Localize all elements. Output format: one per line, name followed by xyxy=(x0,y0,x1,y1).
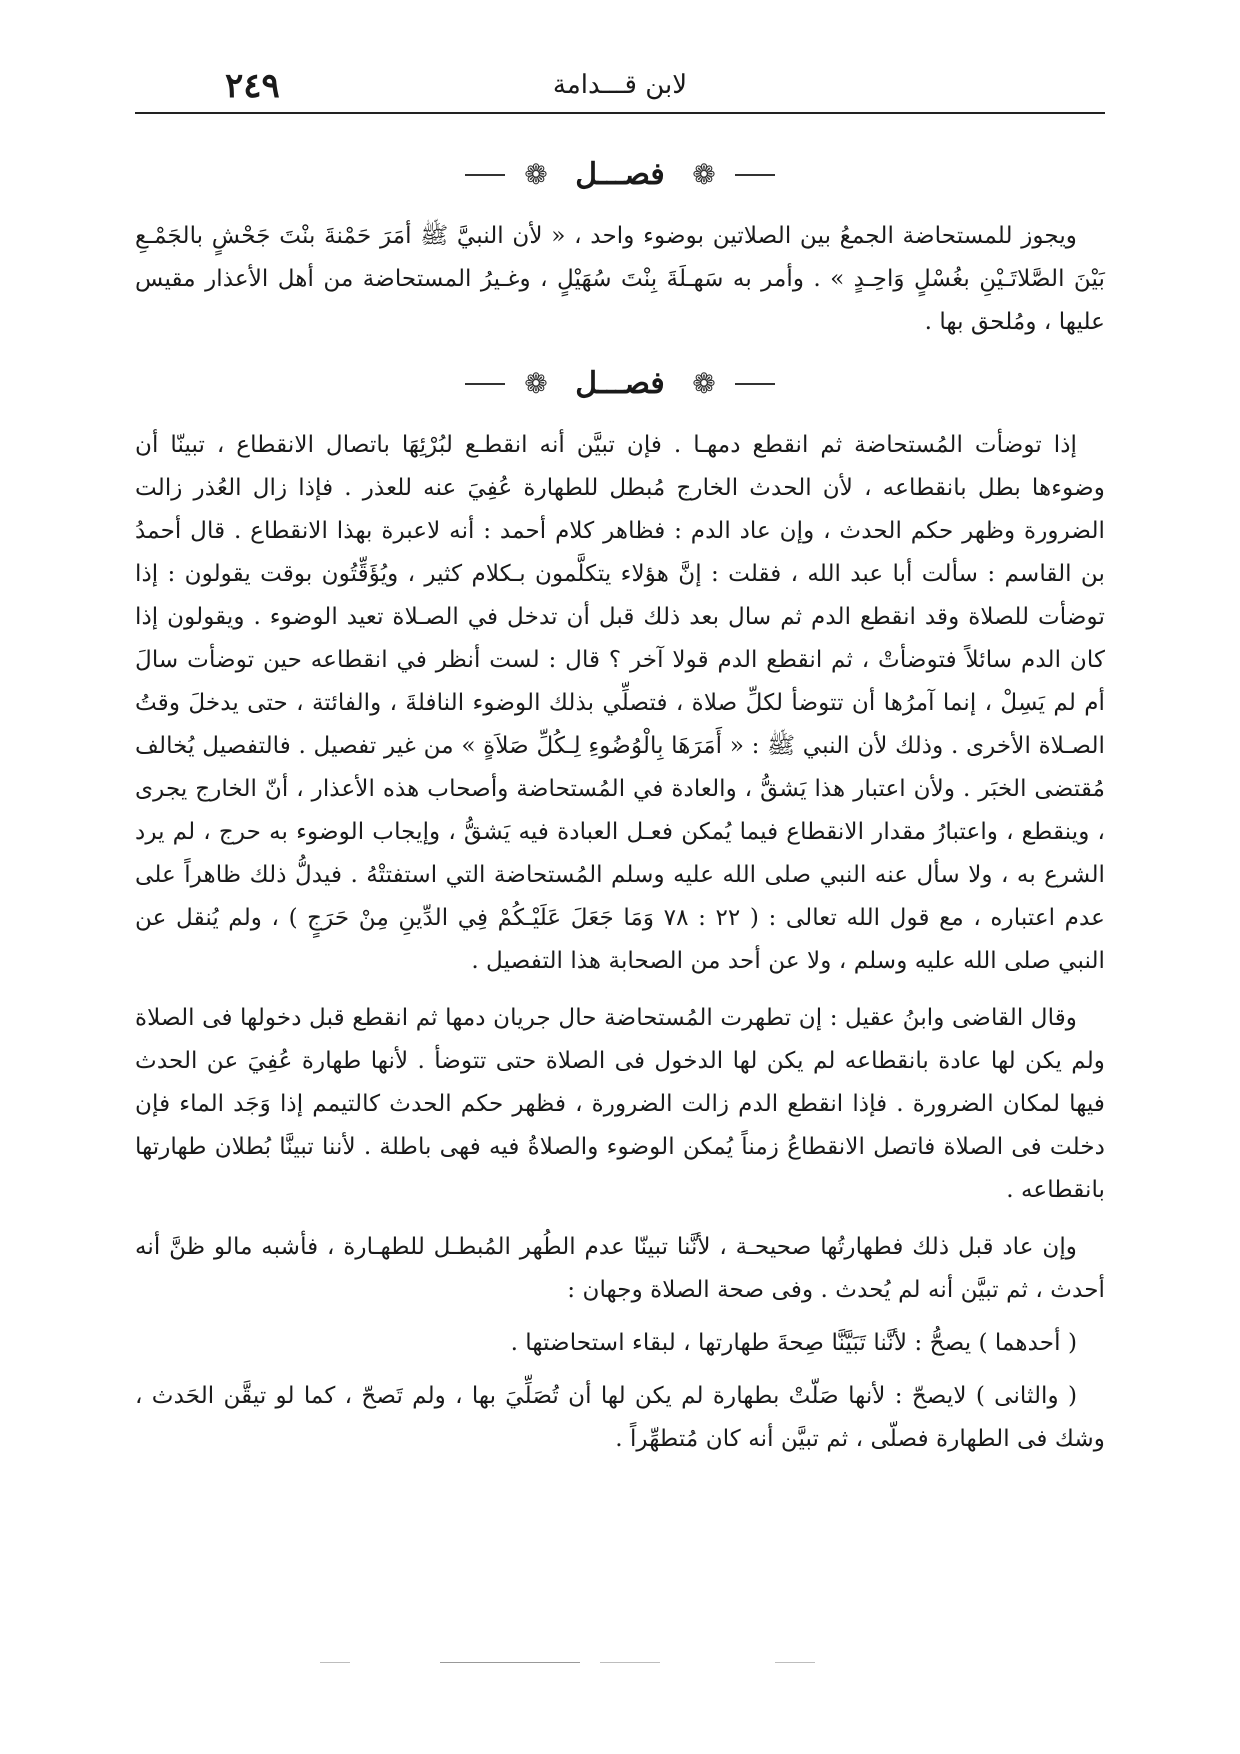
book-title: لابن قـــدامة xyxy=(552,70,688,100)
paragraph: وقال القاضى وابنُ عقيل : إن تطهرت المُستحاضة حال جريان دمها ثم انقطع قبل دخولها فى الصلاة ولم يكن لها عادة بانقطاعه لم يكن لها الدخول فى الصلاة حتى تتوضأ . لأنها طهارة عُفِيَ عن الحدث فيها لمكان الضرورة . فإذا انقطع الدم زالت الضرورة ، فظهر حكم الحدث كالتيمم إذا وَجَد الماء فإن دخلت فى الصلاة فاتصل الانقطاعُ زمناً يُمكن الوضوء والصلاةُ فيه فهى باطلة . لأننا تبينَّا بُطلان طهارتها بانقطاعه . xyxy=(135,1004,1105,1203)
heading-rule xyxy=(735,174,775,176)
section-title: فصـــل xyxy=(575,157,665,192)
ornament-icon: ❁ xyxy=(524,367,548,400)
paragraph: ( والثانى ) لايصحّ : لأنها صَلّتْ بطهارة لم يكن لها أن تُصَلِّيَ بها ، ولم تَصحّ ، كما لو تيقَّن الحَدث ، وشك فى الطهارة فصلّى ، ثم تبيَّن أنه كان مُتطهِّراً . xyxy=(135,1382,1105,1452)
running-header xyxy=(135,62,1105,114)
section-title: فصـــل xyxy=(575,366,665,401)
footer-rule xyxy=(600,1662,660,1663)
section-heading-1 xyxy=(135,152,1105,196)
footer-rule xyxy=(775,1662,815,1663)
heading-rule xyxy=(735,383,775,385)
ornament-icon: ❁ xyxy=(692,158,716,191)
ornament-icon: ❁ xyxy=(524,158,548,191)
footer-rule xyxy=(440,1662,580,1663)
paragraph: وإن عاد قبل ذلك فطهارتُها صحيحـة ، لأنَّنا تبينّا عدم الطُهر المُبطـل للطهـارة ، فأشبه مالو ظنَّ أنه أحدث ، ثم تبيَّن أنه لم يُحدث . وفى صحة الصلاة وجهان : xyxy=(135,1233,1105,1303)
footer-rule xyxy=(320,1662,350,1663)
footer-rules xyxy=(0,1662,1240,1668)
heading-rule xyxy=(465,383,505,385)
paragraph: ويجوز للمستحاضة الجمعُ بين الصلاتين بوضوء واحد ، « لأن النبيَّ ﷺ أمَرَ حَمْنةَ بنْتَ جَحْشٍ بالجَمْـعِ بَيْنَ الصَّلاتَـيْنِ بغُسْلٍ وَاحِـدٍ » . وأمر به سَهـلَةَ بِنْتَ سُهَيْلٍ ، وغـيرُ المستحاضة من أهل الأعذار مقيس عليها ، ومُلحق بها . xyxy=(135,222,1105,335)
paragraph: ( أحدهما ) يصحُّ : لأنَّنا تَبَيَّنَّا صِحةَ طهارتها ، لبقاء استحاضتها . xyxy=(510,1329,1077,1356)
ornament-icon: ❁ xyxy=(692,367,716,400)
heading-rule xyxy=(465,174,505,176)
paragraph: إذا توضأت المُستحاضة ثم انقطع دمهـا . فإن تبيَّن أنه انقطـع لبُرْئِهَا باتصال الانقطاع ، تبينّا أن وضوءها بطل بانقطاعه ، لأن الحدث الخارج مُبطل للطهارة عُفِيَ عنه للعذر . فإذا زال العُذر زالت الضرورة وظهر حكم الحدث ، وإن عاد الدم : فظاهر كلام أحمد : أنه لاعبرة بهذا الانقطاع . قال أحمدُ بن القاسم : سألت أبا عبد الله ، فقلت : إنَّ هؤلاء يتكلَّمون بـكلام كثير ، ويُؤَقِّتُون بوقت يقولون : إذا توضأت للصلاة وقد انقطع الدم ثم سال بعد ذلك قبل أن تدخل في الصـلاة تعيد الوضوء . ويقولون إذا كان الدم سائلاً فتوضأتْ ، ثم انقطع الدم قولا آخر ؟ قال : لست أنظر في انقطاعه حين توضأت سالَ أم لم يَسِلْ ، إنما آمرُها أن تتوضأ لكلِّ صلاة ، فتصلِّي بذلك الوضوء النافلةَ ، والفائتة ، حتى يدخلَ وقتُ الصـلاة الأخرى . وذلك لأن النبي ﷺ : « أَمَرَهَا بِالْوُضُوءِ لِـكُلِّ صَلاَةٍ » من غير تفصيل . فالتفصيل يُخالف مُقتضى الخبَر . ولأن اعتبار هذا يَشقُّ ، والعادة في المُستحاضة وأصحاب هذه الأعذار ، أنّ الخارج يجرى ، وينقطع ، واعتبارُ مقدار الانقطاع فيما يُمكن فعـل العبادة فيه يَشقُّ ، وإيجاب الوضوء به حرج ، لم يرد الشرع به ، ولا سأل عنه النبي صلى الله عليه وسلم المُستحاضة التي استفتتْهُ . فيدلُّ ذلك ظاهراً على عدم اعتباره ، مع قول الله تعالى : ( ٢٢ : ٧٨ وَمَا جَعَلَ عَلَيْـكُمْ فِي الدِّينِ مِنْ حَرَجٍ ) ، ولم يُنقل عن النبي صلى الله عليه وسلم ، ولا عن أحد من الصحابة هذا التفصيل . xyxy=(135,431,1106,974)
section-heading-2 xyxy=(135,361,1105,405)
page-number: ٢٤٩ xyxy=(225,66,280,106)
